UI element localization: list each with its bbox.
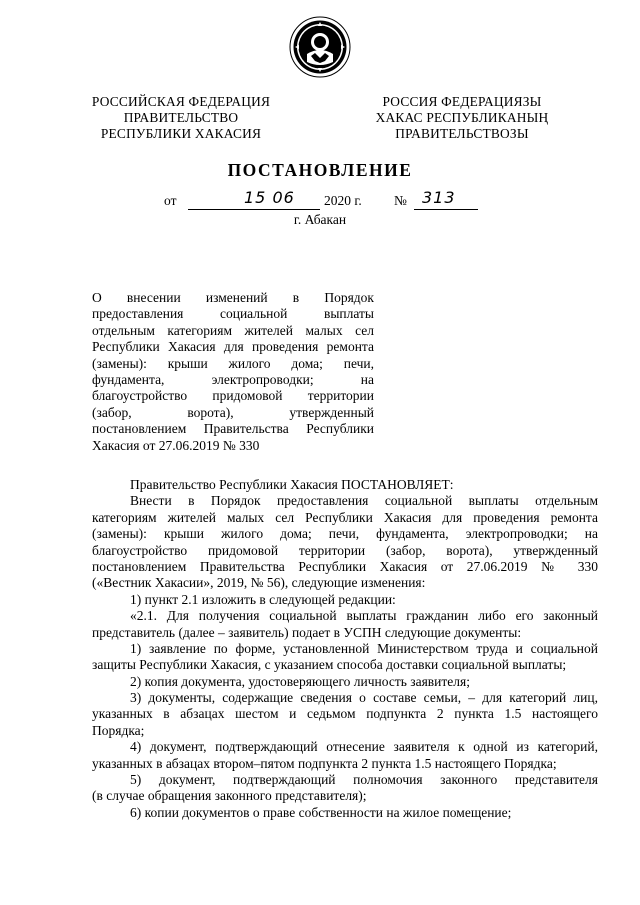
body-line: категориям жителей малых сел Республики Хакасия для проведения ремонта (92, 509, 598, 525)
subject-line: (забор, ворота), утвержденный (92, 404, 374, 420)
body-line: (в случае обращения законного представителя); (92, 788, 367, 804)
header-russian-line: РЕСПУБЛИКИ ХАКАСИЯ (100, 126, 262, 141)
body-line: Порядка; (92, 722, 145, 738)
republic-of-khakassia-emblem (289, 16, 351, 78)
body-line: (замены): крыши жилого дома; печи, фундамента, электропроводки; на (92, 526, 598, 542)
body-line: 2) копия документа, удостоверяющего личность заявителя; (130, 673, 470, 689)
header-khakas-line: ХАКАС РЕСПУБЛИКАНЫҢ (375, 110, 549, 125)
date-prefix: от (164, 193, 177, 208)
body-line: 5) документ, подтверждающий полномочия законного представителя (130, 772, 598, 788)
subject-line: благоустройство придомовой территории (92, 388, 374, 404)
date-underline (188, 209, 320, 210)
body-line: Правительство Республики Хакасия ПОСТАНОВЛЯЕТ: (130, 477, 454, 492)
subject-line: предоставления социальной выплаты (92, 306, 374, 322)
body-line: 6) копии документов о праве собственности на жилое помещение; (130, 804, 512, 820)
subject-line: (замены): крыши жилого дома; печи, (92, 355, 374, 371)
body-line: защиты Республики Хакасия, с указанием способа доставки социальной выплаты; (92, 657, 567, 673)
header-russian-line: ПРАВИТЕЛЬСТВО (123, 110, 239, 125)
body-line: постановлением Правительства Республики Хакасия от 27.06.2019 № 330 (92, 558, 598, 574)
body-line: указанных в абзацах шестом и седьмом подпункта 2 пункта 1.5 настоящего (92, 706, 598, 722)
body-line: представитель (далее – заявитель) подает в УСПН следующие документы: (92, 624, 522, 640)
header-khakas (362, 94, 562, 142)
body-line: Внести в Порядок предоставления социальной выплаты отдельным (130, 493, 598, 509)
year: 2020 г. (324, 193, 362, 208)
body-text (92, 477, 598, 821)
body-line: 1) заявление по форме, установленной Министерством труда и социальной (130, 640, 598, 656)
handwritten-number: 313 (422, 188, 456, 207)
number-sign: № (394, 193, 407, 208)
header-khakas-line: ПРАВИТЕЛЬСТВОЗЫ (395, 126, 529, 141)
handwritten-date: 15 06 (244, 188, 295, 207)
body-line: 3) документы, содержащие сведения о составе семьи, – для категорий лиц, (130, 690, 598, 706)
subject-line: отдельным категориям жителей малых сел (92, 322, 374, 338)
subject-line: постановлением Правительства Республики (92, 421, 374, 437)
subject-line: фундамента, электропроводки; на (92, 371, 374, 387)
city: г. Абакан (293, 212, 347, 227)
number-underline (414, 209, 478, 210)
body-line: 4) документ, подтверждающий отнесение заявителя к одной из категорий, (130, 739, 598, 755)
subject-line: Хакасия от 27.06.2019 № 330 (92, 437, 260, 453)
body-line: указанных в абзацах втором–пятом подпункта 2 пункта 1.5 настоящего Порядка; (92, 755, 557, 771)
header-russian-line: РОССИЙСКАЯ ФЕДЕРАЦИЯ (91, 94, 271, 109)
header-russian (86, 94, 276, 142)
document-title: ПОСТАНОВЛЕНИЕ (227, 160, 413, 180)
header-khakas-line: РОССИЯ ФЕДЕРАЦИЯЗЫ (382, 94, 542, 109)
body-line: благоустройство придомовой территории (забор, ворота), утвержденный (92, 542, 598, 558)
subject-line: О внесении изменений в Порядок (92, 290, 374, 305)
subject-block (92, 290, 374, 454)
date-and-number-line (164, 188, 484, 213)
subject-line: Республики Хакасия для проведения ремонта (92, 339, 374, 355)
body-line: («Вестник Хакасии», 2019, № 56), следующие изменения: (92, 575, 426, 591)
body-line: «2.1. Для получения социальной выплаты гражданин либо его законный (130, 608, 598, 624)
body-line: 1) пункт 2.1 изложить в следующей редакции: (130, 591, 396, 607)
